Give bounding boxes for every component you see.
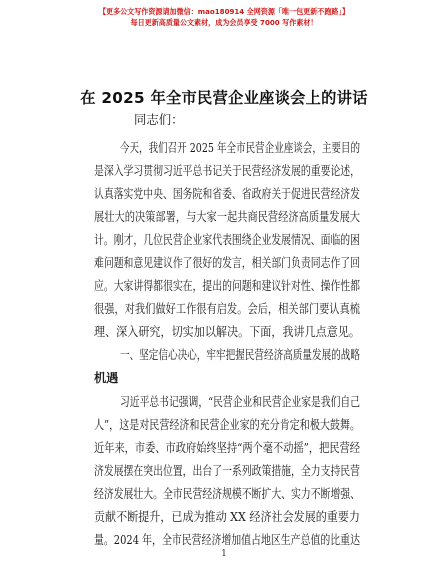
- paragraph-2-line: 经济发展壮大。全市民营经济规模不断扩大、实力不断增强、: [94, 486, 360, 501]
- paragraph-2-line: 习近平总书记强调，“民营企业和民营企业家是我们自己: [120, 394, 360, 409]
- paragraph-2-line: 近年来，市委、市政府始终坚持“两个毫不动摇”，把民营经: [94, 440, 361, 455]
- document-title: 在 2025 年全市民营企业座谈会上的讲话: [80, 89, 368, 107]
- paragraph-1-line: 是深入学习贯彻习近平总书记关于民营经济发展的重要论述，: [94, 163, 360, 178]
- salutation: 同志们：: [134, 112, 184, 127]
- promo-banner: [0, 6, 448, 28]
- paragraph-2-line: 人”，这是对民营经济和民营企业家的充分肯定和极大鼓舞。: [94, 417, 360, 432]
- paragraph-2-line: 贡献不断提升，已成为推动 XX 经济社会发展的重要力: [94, 509, 360, 524]
- paragraph-2-line: 济发展摆在突出位置，出台了一系列政策措施，全力支持民营: [94, 463, 360, 478]
- paragraph-1-line: 很强，对我们做好工作很有启发。会后，相关部门要认真梳: [94, 301, 361, 316]
- section-heading-line: 一、坚定信心决心，牢牢把握民营经济高质量发展的战略: [120, 347, 361, 362]
- paragraph-1-line: 认真落实党中央、国务院和省委、省政府关于促进民营经济发: [94, 186, 360, 201]
- paragraph-2-line: 量。2024 年，全市民营经济增加值占地区生产总值的比重达: [94, 532, 360, 547]
- paragraph-1-line: 理、深入研究，切实加以解决。下面，我讲几点意见。: [94, 324, 361, 339]
- promo-banner-line-1: 【更多公文写作资源请加微信：mao180914 全网资源「唯一包更新不跑路」】: [98, 7, 350, 16]
- promo-banner-line-2: 每日更新高质量公文素材，成为会员享受 7000 写作素材！: [130, 18, 318, 27]
- section-heading-line: 机遇: [94, 371, 119, 385]
- paragraph-1-line: 今天，我们召开 2025 年全市民营企业座谈会，主要目的: [120, 140, 361, 155]
- paragraph-1-line: 难问题和意见建议作了很好的发言，相关部门负责同志作了回: [94, 255, 360, 270]
- paragraph-1-line: 计。刚才，几位民营企业家代表围绕企业发展情况、面临的困: [94, 232, 360, 247]
- page-number: 1: [221, 549, 227, 559]
- paragraph-1-line: 应。大家讲得都很实在，提出的问题和建议针对性、操作性都: [94, 278, 360, 293]
- paragraph-1-line: 展壮大的决策部署，与大家一起共商民营经济高质量发展大: [94, 209, 361, 224]
